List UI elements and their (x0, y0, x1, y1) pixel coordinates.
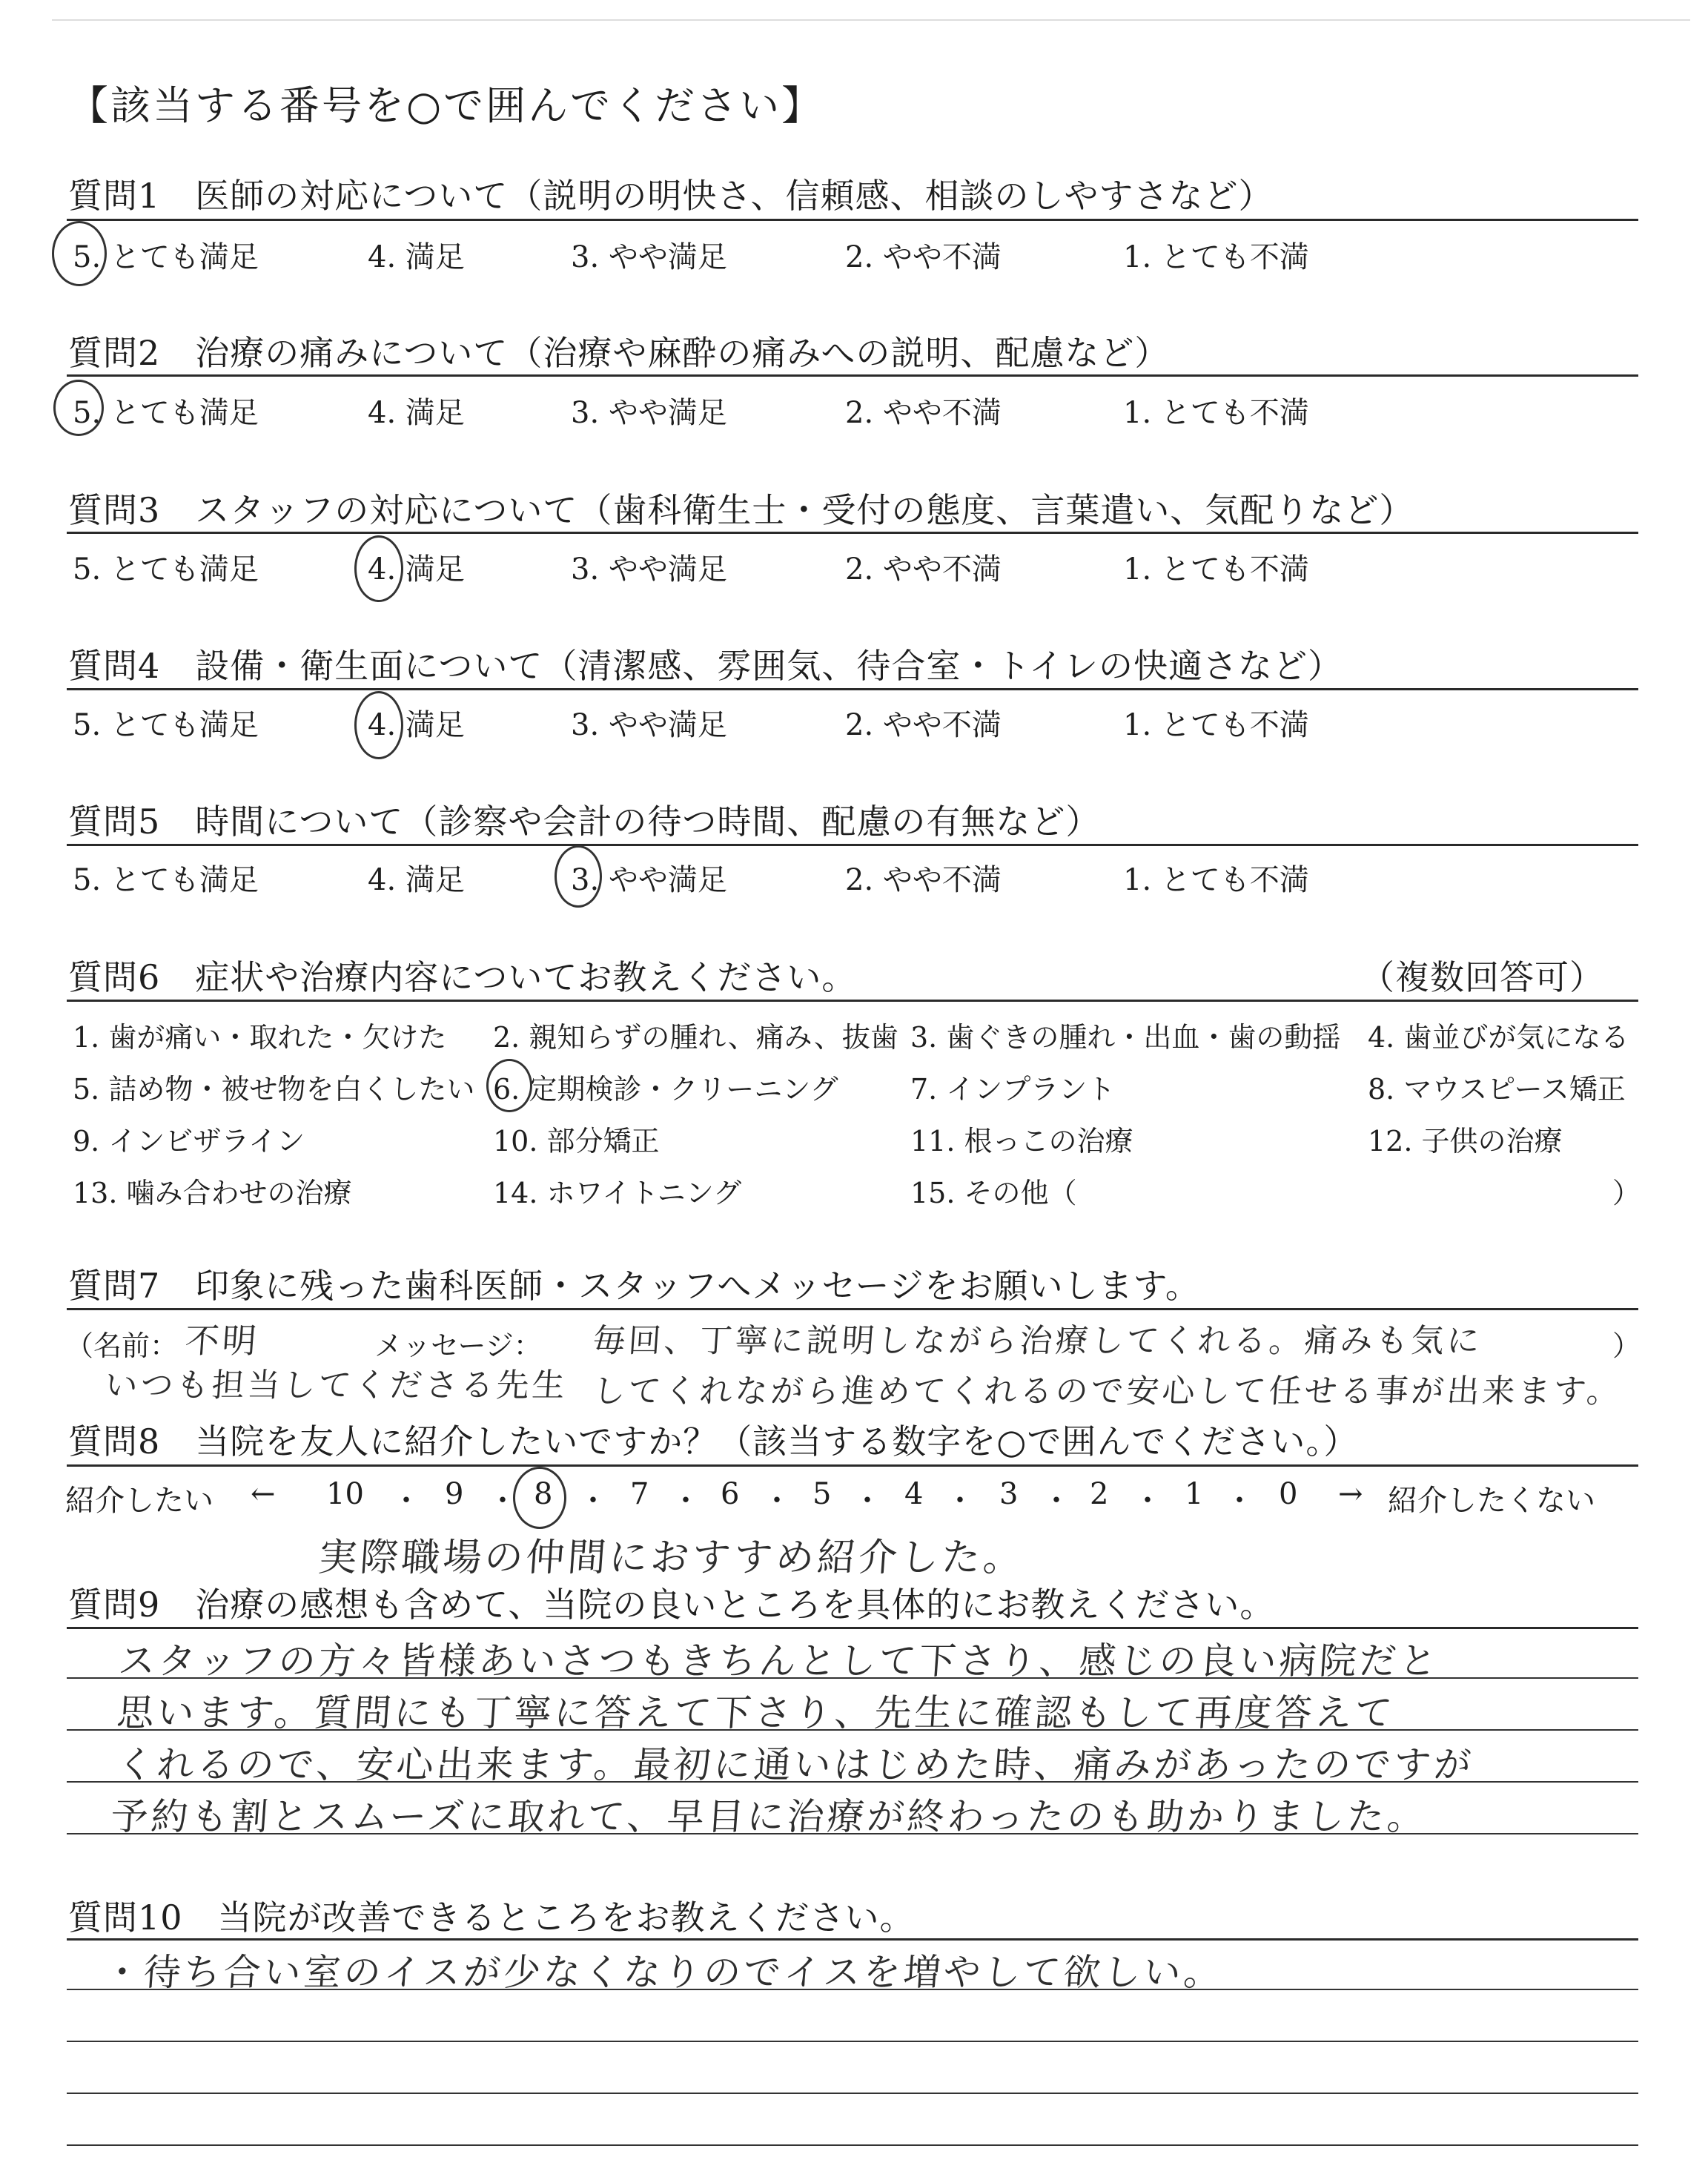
q6-item-15[interactable]: 15. その他（ (910, 1177, 1077, 1209)
q10-line-rule (67, 2144, 1638, 2146)
q9-answer-line-1: スタッフの方々皆様あいさつもきちんとして下さり、感じの良い病院だと (116, 1639, 1441, 1682)
q10-answer-line-1: ・待ち合い室のイスが少なくなりのでイスを増やして欲しい。 (102, 1951, 1225, 1994)
q4-selection-circle (354, 691, 403, 759)
q7-name-label: （名前： (65, 1330, 179, 1362)
q8-right-arrow: → (1338, 1477, 1363, 1511)
q6-item-10[interactable]: 10. 部分矯正 (493, 1125, 660, 1157)
q9-rule (67, 1627, 1638, 1629)
q10-title: 質問10 当院が改善できるところをお教えください。 (68, 1898, 915, 1938)
q1-rule (67, 219, 1638, 221)
q6-item-13[interactable]: 13. 噛み合わせの治療 (73, 1177, 352, 1209)
q8-dot: ・ (1133, 1484, 1162, 1518)
q8-dot: ・ (671, 1484, 701, 1518)
q10-line-rule (67, 2041, 1638, 2042)
q6-item-12[interactable]: 12. 子供の治療 (1368, 1125, 1563, 1157)
q8-scale-6[interactable]: 6 (721, 1477, 740, 1511)
q5-rule (67, 844, 1638, 846)
q6-multi-note: （複数回答可） (1360, 957, 1604, 997)
q3-selection-circle (354, 535, 403, 602)
q4-option-4[interactable]: 4. 満足 (368, 708, 465, 742)
q4-option-1[interactable]: 1. とても不満 (1123, 708, 1309, 742)
q1-option-5[interactable]: 5. とても満足 (73, 240, 259, 274)
q6-item-8[interactable]: 8. マウスピース矯正 (1368, 1073, 1626, 1106)
q8-scale-2[interactable]: 2 (1090, 1477, 1109, 1511)
q10-line-rule (67, 2093, 1638, 2094)
q6-item-14[interactable]: 14. ホワイトニング (493, 1177, 742, 1209)
q6-item-6[interactable]: 6. 定期検診・クリーニング (493, 1073, 838, 1106)
q8-dot: ・ (945, 1484, 975, 1518)
q6-item-2[interactable]: 2. 親知らずの腫れ、痛み、抜歯 (493, 1021, 898, 1054)
q8-scale-3[interactable]: 3 (999, 1477, 1019, 1511)
q6-item-3[interactable]: 3. 歯ぐきの腫れ・出血・歯の動揺 (910, 1021, 1341, 1054)
q2-selection-circle (53, 380, 104, 436)
q6-other-close-paren: ） (1612, 1177, 1641, 1209)
q5-option-4[interactable]: 4. 満足 (368, 863, 465, 897)
q2-option-1[interactable]: 1. とても不満 (1123, 396, 1309, 430)
q3-option-1[interactable]: 1. とても不満 (1123, 552, 1309, 587)
q6-item-11[interactable]: 11. 根っこの治療 (910, 1125, 1133, 1157)
q8-dot: ・ (488, 1484, 517, 1518)
q3-rule (67, 532, 1638, 534)
q8-left-arrow: ← (251, 1477, 276, 1511)
q7-title: 質問7 印象に残った歯科医師・スタッフへメッセージをお願いします。 (68, 1266, 1200, 1306)
q7-message-line1: 毎回、丁寧に説明しながら治療してくれる。痛みも気に (591, 1322, 1484, 1360)
q8-dot: ・ (853, 1484, 882, 1518)
q8-scale-9[interactable]: 9 (445, 1477, 464, 1511)
q8-right-label: 紹介したくない (1388, 1484, 1595, 1518)
q8-dot: ・ (762, 1484, 792, 1518)
page-title: 【該当する番号を○で囲んでください】 (68, 82, 824, 129)
q2-title: 質問2 治療の痛みについて（治療や麻酔の痛みへの説明、配慮など） (68, 333, 1170, 373)
q2-option-5[interactable]: 5. とても満足 (73, 396, 259, 430)
q5-option-3[interactable]: 3. やや満足 (571, 863, 727, 897)
q6-item-1[interactable]: 1. 歯が痛い・取れた・欠けた (73, 1021, 447, 1054)
q5-title: 質問5 時間について（診察や会計の待つ時間、配慮の有無など） (68, 802, 1101, 842)
q2-option-4[interactable]: 4. 満足 (368, 396, 465, 430)
q3-option-2[interactable]: 2. やや不満 (845, 552, 1002, 587)
q8-scale-1[interactable]: 1 (1185, 1477, 1204, 1511)
q9-answer-line-2: 思います。質問にも丁寧に答えて下さり、先生に確認もして再度答えて (115, 1691, 1397, 1734)
q8-scale-0[interactable]: 0 (1279, 1477, 1298, 1511)
q7-message-close: ） (1612, 1330, 1641, 1362)
q5-option-1[interactable]: 1. とても不満 (1123, 863, 1309, 897)
q8-dot: ・ (1225, 1484, 1254, 1518)
q4-option-2[interactable]: 2. やや不満 (845, 708, 1002, 742)
q7-message-label: メッセージ： (374, 1330, 542, 1362)
q8-dot: ・ (1042, 1484, 1071, 1518)
q1-option-2[interactable]: 2. やや不満 (845, 240, 1002, 274)
q8-dot: ・ (578, 1484, 608, 1518)
q3-option-5[interactable]: 5. とても満足 (73, 552, 259, 587)
q8-title: 質問8 当院を友人に紹介したいですか？（該当する数字を○で囲んでください。） (68, 1421, 1359, 1462)
q8-selection-circle (513, 1467, 566, 1529)
q6-item-7[interactable]: 7. インプラント (910, 1073, 1116, 1106)
q4-rule (67, 688, 1638, 690)
q7-message-line2: してくれながら進めてくれるので安心して任せる事が出来ます。 (591, 1373, 1623, 1410)
q7-rule (67, 1308, 1638, 1310)
q1-selection-circle (52, 221, 107, 286)
q8-rule (67, 1464, 1638, 1467)
q2-rule (67, 374, 1638, 377)
q8-scale-10[interactable]: 10 (326, 1477, 364, 1511)
q6-item-5[interactable]: 5. 詰め物・被せ物を白くしたい (73, 1073, 475, 1106)
q2-option-3[interactable]: 3. やや満足 (571, 396, 727, 430)
q1-option-1[interactable]: 1. とても不満 (1123, 240, 1309, 274)
q8-left-label: 紹介したい (65, 1484, 214, 1518)
q9-title: 質問9 治療の感想も含めて、当院の良いところを具体的にお教えください。 (68, 1585, 1275, 1625)
q8-comment: 実際職場の仲間におすすめ紹介した。 (317, 1536, 1027, 1580)
q4-title: 質問4 設備・衛生面について（清潔感、雰囲気、待合室・トイレの快適さなど） (68, 646, 1343, 686)
q7-name-value: 不明 (183, 1321, 261, 1361)
q1-option-3[interactable]: 3. やや満足 (571, 240, 727, 274)
q8-dot: ・ (391, 1484, 421, 1518)
q6-title: 質問6 症状や治療内容についてお教えください。 (68, 957, 857, 997)
q6-item-4[interactable]: 4. 歯並びが気になる (1368, 1021, 1629, 1054)
q10-rule (67, 1938, 1638, 1941)
q5-selection-circle (555, 845, 602, 908)
top-edge-line (52, 19, 1690, 21)
q3-title: 質問3 スタッフの対応について（歯科衛生士・受付の態度、言葉遣い、気配りなど） (68, 490, 1414, 530)
q6-selection-circle (486, 1059, 532, 1112)
q6-rule (67, 1000, 1638, 1002)
q8-scale-8[interactable]: 8 (534, 1477, 553, 1511)
q8-scale-5[interactable]: 5 (812, 1477, 832, 1511)
q5-option-2[interactable]: 2. やや不満 (845, 863, 1002, 897)
q8-scale-7[interactable]: 7 (630, 1477, 649, 1511)
q7-name-sub: いつも担当してくださる先生 (103, 1367, 569, 1404)
q9-answer-line-4: 予約も割とスムーズに取れて、早目に治療が終わったのも助かりました。 (109, 1795, 1429, 1838)
q4-option-5[interactable]: 5. とても満足 (73, 708, 259, 742)
q4-option-3[interactable]: 3. やや満足 (571, 708, 727, 742)
q1-title: 質問1 医師の対応について（説明の明快さ、信頼感、相談のしやすさなど） (68, 176, 1274, 216)
q6-item-9[interactable]: 9. インビザライン (73, 1125, 305, 1157)
q5-option-5[interactable]: 5. とても満足 (73, 863, 259, 897)
q3-option-4[interactable]: 4. 満足 (368, 552, 465, 587)
q8-scale-4[interactable]: 4 (904, 1477, 924, 1511)
q1-option-4[interactable]: 4. 満足 (368, 240, 465, 274)
q2-option-2[interactable]: 2. やや不満 (845, 396, 1002, 430)
q3-option-3[interactable]: 3. やや満足 (571, 552, 727, 587)
q9-answer-line-3: くれるので、安心出来ます。最初に通いはじめた時、痛みがあったのですが (115, 1743, 1476, 1786)
